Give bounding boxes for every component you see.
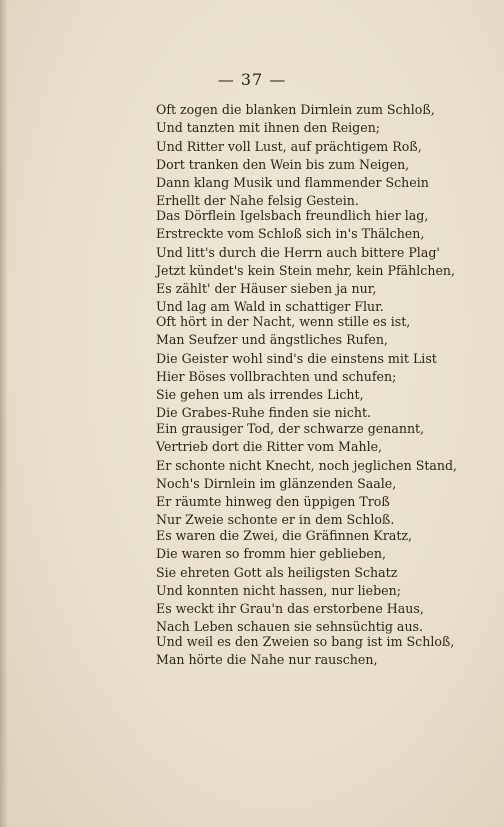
stanza-4 xyxy=(156,420,456,530)
verse-line: Dann klang Musik und flammender Schein xyxy=(156,175,429,191)
verse-line: Es weckt ihr Grau'n das erstorbene Haus, xyxy=(156,601,424,617)
verse-line: Es zählt' der Häuser sieben ja nur, xyxy=(156,281,377,297)
verse-line: Die waren so fromm hier geblieben, xyxy=(156,546,386,562)
verse-line: Und lag am Wald in schattiger Flur. xyxy=(156,299,384,315)
page-gutter-shadow xyxy=(0,0,8,827)
verse-line: Jetzt kündet's kein Stein mehr, kein Pfählchen, xyxy=(156,262,456,278)
verse-line: Sie gehen um als irrendes Licht, xyxy=(156,387,364,403)
page-number: — 37 — xyxy=(217,70,287,89)
verse-line: Er räumte hinweg den üppigen Troß xyxy=(156,494,390,510)
verse-line: Sie ehreten Gott als heiligsten Schatz xyxy=(156,564,398,580)
verse-line: Und tanzten mit ihnen den Reigen; xyxy=(156,120,381,136)
verse-line: Er schonte nicht Knecht, noch jeglichen Stand, xyxy=(156,457,458,473)
verse-line: Die Grabes-Ruhe finden sie nicht. xyxy=(156,405,372,421)
verse-line: Oft zogen die blanken Dirnlein zum Schloß, xyxy=(156,102,435,117)
stanza-2 xyxy=(156,207,456,317)
verse-line: Oft hört in der Nacht, wenn stille es ist, xyxy=(156,314,411,329)
verse-line: Es waren die Zwei, die Gräfinnen Kratz, xyxy=(156,528,413,543)
verse-line: Erstreckte vom Schloß sich in's Thälchen, xyxy=(156,226,425,242)
verse-line: Und litt's durch die Herrn auch bittere Plag' xyxy=(156,244,440,260)
verse-line: Man Seufzer und ängstliches Rufen, xyxy=(156,332,388,348)
verse-line: Das Dörflein Igelsbach freundlich hier lag, xyxy=(156,208,429,223)
stanza-3 xyxy=(156,313,456,423)
verse-line: Man hörte die Nahe nur rauschen, xyxy=(156,652,378,668)
verse-line: Erhellt der Nahe felsig Gestein. xyxy=(156,193,359,209)
verse-line: Nur Zweie schonte er in dem Schloß. xyxy=(156,512,395,528)
verse-line: Und Ritter voll Lust, auf prächtigem Roß, xyxy=(156,138,422,154)
verse-line: Und weil es den Zweien so bang ist im Schloß, xyxy=(156,634,455,649)
verse-line: Vertrieb dort die Ritter vom Mahle, xyxy=(156,439,383,455)
verse-line: Die Geister wohl sind's die einstens mit List xyxy=(156,350,437,366)
verse-line: Hier Böses vollbrachten und schufen; xyxy=(156,368,397,384)
verse-line: Und konnten nicht hassen, nur lieben; xyxy=(156,582,401,598)
verse-line: Nach Leben schauen sie sehnsüchtig aus. xyxy=(156,619,424,635)
stanza-5 xyxy=(156,527,456,637)
verse-line: Dort tranken den Wein bis zum Neigen, xyxy=(156,156,410,172)
stanza-1 xyxy=(156,101,456,211)
verse-line: Noch's Dirnlein im glänzenden Saale, xyxy=(156,475,397,491)
stanza-6 xyxy=(156,633,456,670)
verse-line: Ein grausiger Tod, der schwarze genannt, xyxy=(156,421,425,436)
